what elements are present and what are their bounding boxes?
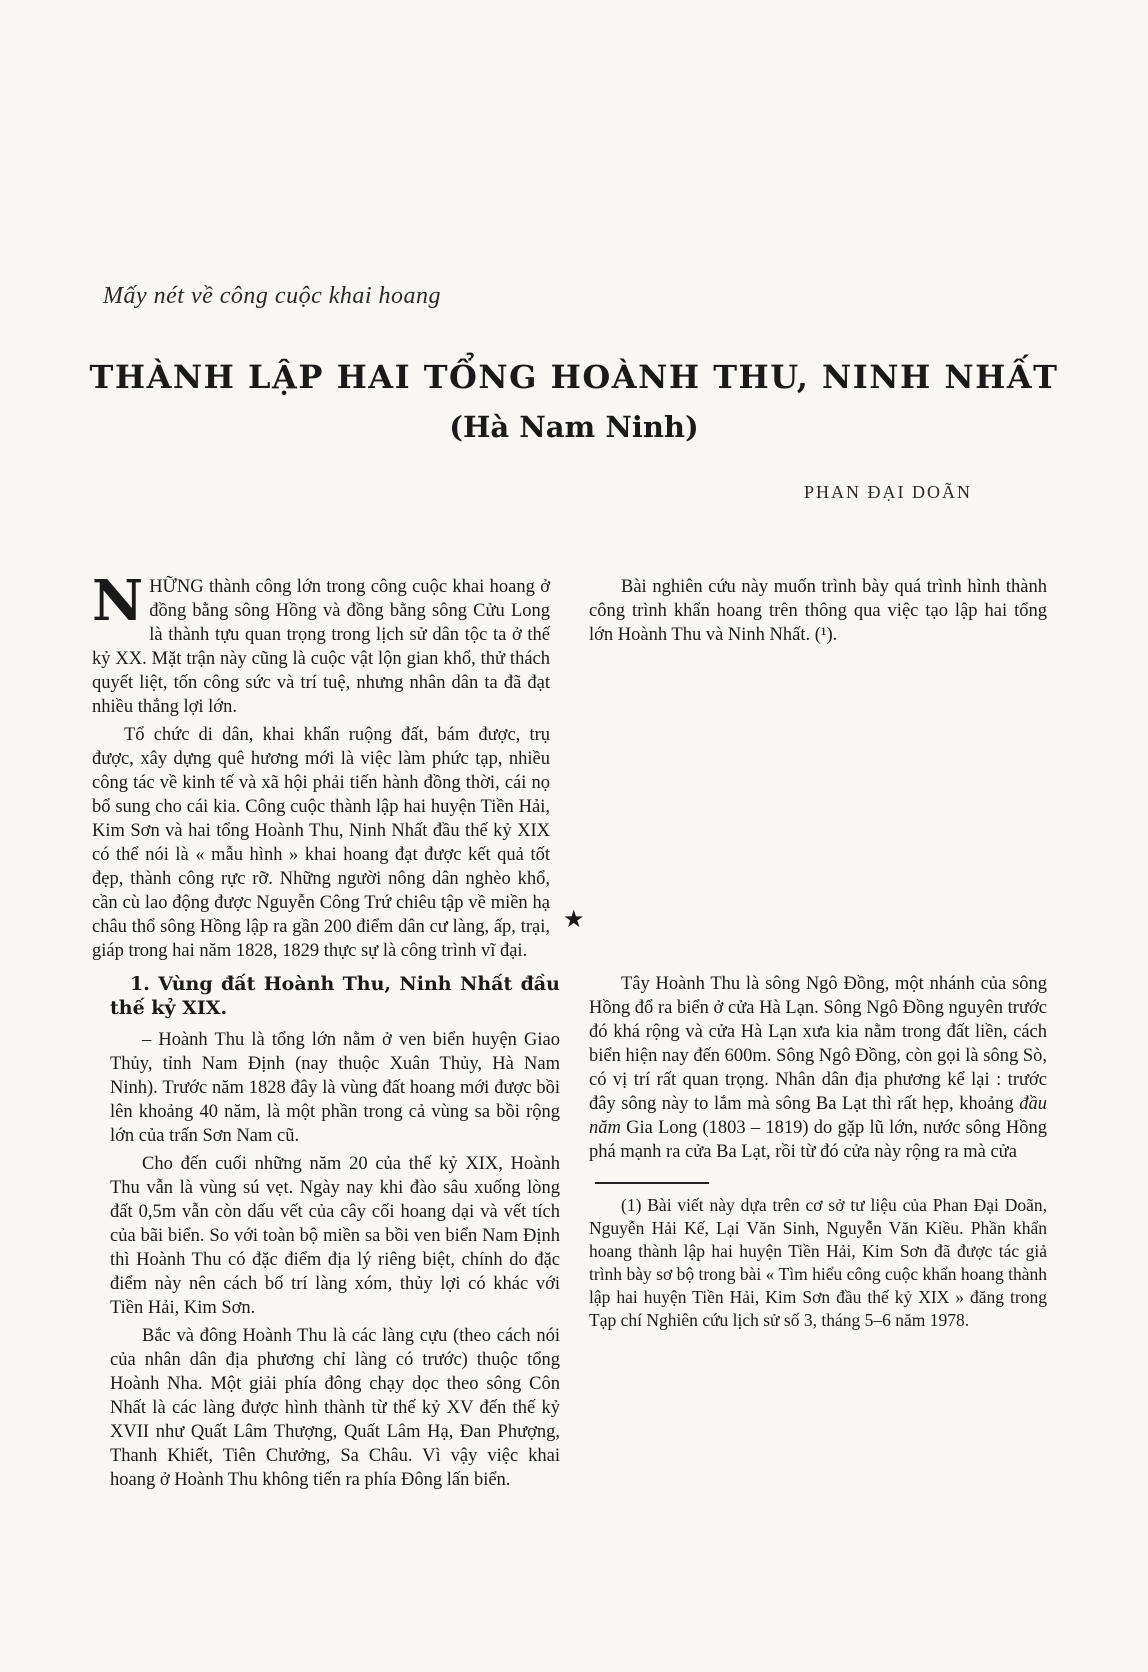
section-separator-star: ★ xyxy=(563,907,585,933)
section1-paragraph-4: Tây Hoành Thu là sông Ngô Đồng, một nhánh của sông Hồng đổ ra biển ở cửa Hà Lạn. Sông Ngô Đồng nguyên trước đó khá rộng và cửa Hà Lạn xưa kia nằm trong đất liền, cách biển hiện nay đến 600m. Sông Ngô Đồng, còn gọi là sông Sò, có vị trí rất quan trọng. Nhân dân địa phương kể lại : trước đây sông này to lắm mà sông Ba Lạt thì rất hẹp, khoảng đầu năm Gia Long (1803 – 1819) do gặp lũ lớn, nước sông Hồng phá mạnh ra cửa Ba Lạt, rồi từ đó cửa này rộng ra mà cửa xyxy=(589,974,1047,1162)
section1-heading: 1. Vùng đất Hoành Thu, Ninh Nhất đầu thế kỷ XIX. xyxy=(110,973,560,1019)
section1-left-column xyxy=(110,972,560,1496)
drop-cap: N xyxy=(92,568,144,634)
article-title: THÀNH LẬP HAI TỔNG HOÀNH THU, NINH NHẤT xyxy=(89,358,1059,396)
series-title: Mấy nét về công cuộc khai hoang xyxy=(103,283,442,309)
intro-paragraph-3: Bài nghiên cứu này muốn trình bày quá trình hình thành công trình khẩn hoang trên thông qua việc tạo lập hai tổng lớn Hoành Thu và Ninh Nhất. (¹). xyxy=(589,577,1047,645)
intro-left-column xyxy=(92,568,550,967)
footnote-rule xyxy=(595,1182,709,1184)
article-subtitle: (Hà Nam Ninh) xyxy=(449,410,699,444)
intro-paragraph-1: NHỮNG thành công lớn trong công cuộc khai hoang ở đồng bằng sông Hồng và đồng bằng sông Cửu Long là thành tựu quan trọng trong lịch sử dân tộc ta ở thế kỷ XX. Mặt trận này cũng là cuộc vật lộn gian khổ, thử thách quyết liệt, tốn công sức và trí tuệ, nhưng nhân dân ta đã đạt nhiều thắng lợi lớn. xyxy=(92,568,550,717)
author-name: PHAN ĐẠI DOÃN xyxy=(804,482,972,502)
intro-paragraph-2: Tổ chức di dân, khai khẩn ruộng đất, bám được, trụ được, xây dựng quê hương mới là việc làm phức tạp, nhiều công tác về kinh tế và xã hội phải tiến hành đồng thời, cái nọ bổ sung cho cái kia. Công cuộc thành lập hai huyện Tiền Hải, Kim Sơn và hai tổng Hoành Thu, Ninh Nhất đầu thế kỷ XIX có thể nói là « mẫu hình » khai hoang đạt được kết quả tốt đẹp, thành công rực rỡ. Những người nông dân nghèo khổ, cần cù lao động được Nguyễn Công Trứ chiêu tập về miền hạ châu thổ sông Hồng lập ra gần 200 điểm dân cư làng, ấp, trại, giáp trong hai năm 1828, 1829 thực sự là công trình vĩ đại. xyxy=(92,725,550,961)
section1-right-column xyxy=(589,972,1047,1336)
section1-paragraph-2: Cho đến cuối những năm 20 của thế kỷ XIX, Hoành Thu vẫn là vùng sú vẹt. Ngày nay khi đào sâu xuống lòng đất 0,5m vẫn còn dấu vết của cây cối hoang dại và vết tích của bãi biển. So với toàn bộ miền sa bồi ven biển Nam Định thì Hoành Thu có đặc điểm địa lý riêng biệt, chính do đặc điểm này nên cách bố trí làng xóm, thủy lợi có khác với Tiền Hải, Kim Sơn. xyxy=(110,1154,560,1318)
section1-paragraph-3: Bắc và đông Hoành Thu là các làng cựu (theo cách nói của nhân dân địa phương chỉ làng có trước) thuộc tổng Hoành Nha. Một giải phía đông chạy dọc theo sông Côn Nhất là các làng được hình thành từ thế kỷ XV đến thế kỷ XVII như Quất Lâm Thượng, Quất Lâm Hạ, Đan Phượng, Thanh Khiết, Tiên Chưởng, Sa Châu. Vì vậy việc khai hoang ở Hoành Thu không tiến ra phía Đông lấn biển. xyxy=(110,1326,560,1490)
footnote xyxy=(589,1194,1047,1332)
intro-right-column xyxy=(589,575,1047,651)
section1-paragraph-1: – Hoành Thu là tổng lớn nằm ở ven biển huyện Giao Thủy, tỉnh Nam Định (nay thuộc Xuân Thủy, Hà Nam Ninh). Trước năm 1828 đây là vùng đất hoang mới được bồi lên khoảng 40 năm, là một phần trong cả vùng sa bồi rộng lớn của trấn Sơn Nam cũ. xyxy=(110,1030,560,1146)
footnote-text: (1) Bài viết này dựa trên cơ sở tư liệu của Phan Đại Doãn, Nguyễn Hải Kế, Lại Văn Sinh, Nguyễn Văn Kiều. Phần khẩn hoang thành lập hai huyện Tiền Hải, Kim Sơn đã được tác giả trình bày sơ bộ trong bài « Tìm hiểu công cuộc khẩn hoang thành lập hai huyện Tiền Hải, Kim Sơn đầu thế kỷ XIX » đăng trong Tạp chí Nghiên cứu lịch sử số 3, tháng 5–6 năm 1978. xyxy=(589,1195,1047,1330)
